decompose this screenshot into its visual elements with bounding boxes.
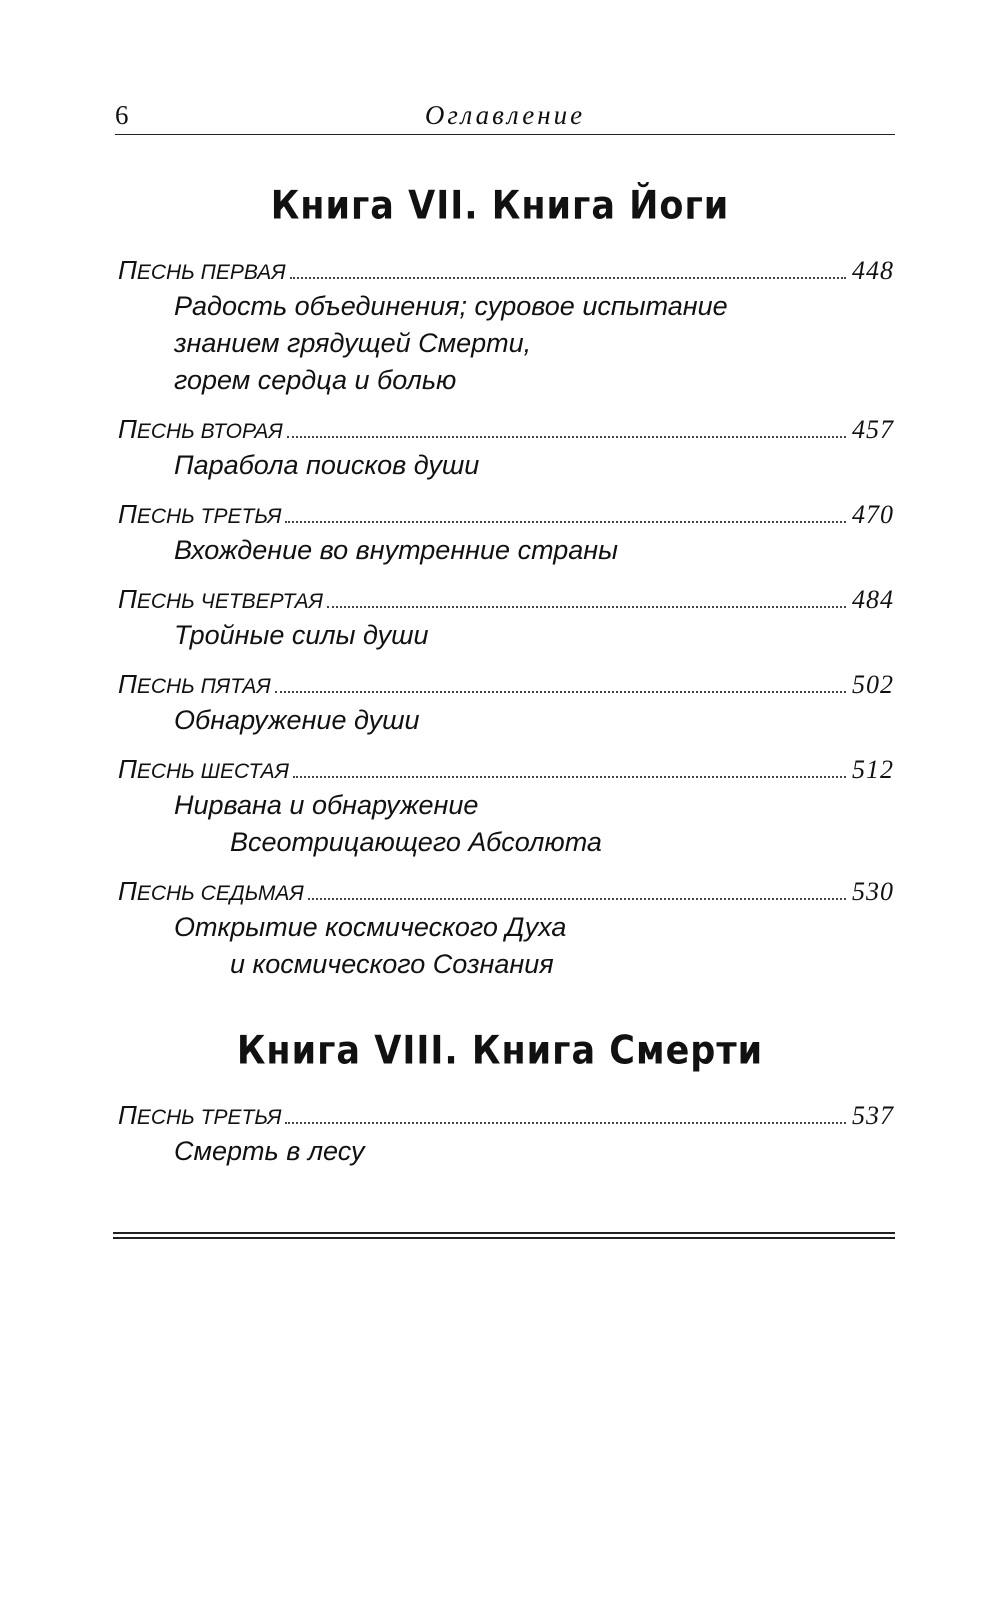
toc-entry-link[interactable] (118, 252, 894, 288)
toc-entry (118, 873, 894, 983)
toc-entry-link[interactable] (118, 666, 894, 702)
toc-entry (118, 496, 894, 569)
page-reference: 470 (852, 500, 894, 529)
canto-description: Открытие космического Духа и космического Сознания (174, 912, 567, 979)
page-reference: 512 (852, 755, 894, 784)
page-header (115, 96, 895, 135)
canto-description: Нирвана и обнаружение Всеотрицающего Абсолюта (174, 790, 602, 857)
book-title: Книга VIII. Книга Смерти (236, 1028, 764, 1074)
canto-title: ПЕСНЬ ПЯТАЯ (118, 669, 271, 699)
canto-description: Радость объединения; суровое испытание знанием грядущей Смерти, горем сердца и болью (174, 291, 728, 395)
dot-leader (285, 499, 846, 523)
canto-description: Тройные силы души (174, 620, 429, 650)
page-reference: 502 (852, 670, 894, 699)
canto-title: ПЕСНЬ ТРЕТЬЯ (118, 1100, 282, 1130)
book-title: Книга VII. Книга Йоги (270, 183, 730, 229)
canto-title: ПЕСНЬ ПЕРВАЯ (118, 255, 286, 285)
double-rule-divider (113, 1232, 895, 1239)
canto-title: ПЕСНЬ ЧЕТВЕРТАЯ (118, 584, 323, 614)
dot-leader (308, 876, 846, 900)
dot-leader (327, 584, 846, 608)
page-reference: 457 (852, 415, 894, 444)
toc-entry-link[interactable] (118, 496, 894, 532)
dot-leader (290, 255, 846, 279)
dot-leader (293, 754, 846, 778)
running-title: Оглавление (424, 100, 586, 130)
toc-entry (118, 1097, 894, 1170)
canto-description: Обнаружение души (174, 705, 420, 735)
toc-entry-link[interactable] (118, 1097, 894, 1133)
canto-description: Смерть в лесу (174, 1136, 365, 1166)
page-reference: 448 (852, 256, 894, 285)
toc-entry (118, 751, 894, 861)
canto-description: Парабола поисков души (174, 450, 480, 480)
table-of-contents (118, 252, 894, 983)
toc-entry-link[interactable] (118, 411, 894, 447)
toc-entry (118, 581, 894, 654)
toc-entry (118, 411, 894, 484)
canto-title: ПЕСНЬ СЕДЬМАЯ (118, 876, 304, 906)
canto-title: ПЕСНЬ ТРЕТЬЯ (118, 499, 282, 529)
table-of-contents (118, 1097, 894, 1170)
dot-leader (275, 669, 846, 693)
page-reference: 484 (852, 585, 894, 614)
toc-entry (118, 666, 894, 739)
canto-title: ПЕСНЬ ВТОРАЯ (118, 414, 283, 444)
page-reference: 537 (852, 1101, 894, 1130)
dot-leader (287, 414, 846, 438)
toc-entry-link[interactable] (118, 751, 894, 787)
toc-entry-link[interactable] (118, 873, 894, 909)
canto-description: Вхождение во внутренние страны (174, 535, 619, 565)
toc-entry (118, 252, 894, 399)
page-number: 6 (115, 100, 129, 130)
page-reference: 530 (852, 877, 894, 906)
dot-leader (285, 1100, 846, 1124)
canto-title: ПЕСНЬ ШЕСТАЯ (118, 754, 289, 784)
toc-entry-link[interactable] (118, 581, 894, 617)
